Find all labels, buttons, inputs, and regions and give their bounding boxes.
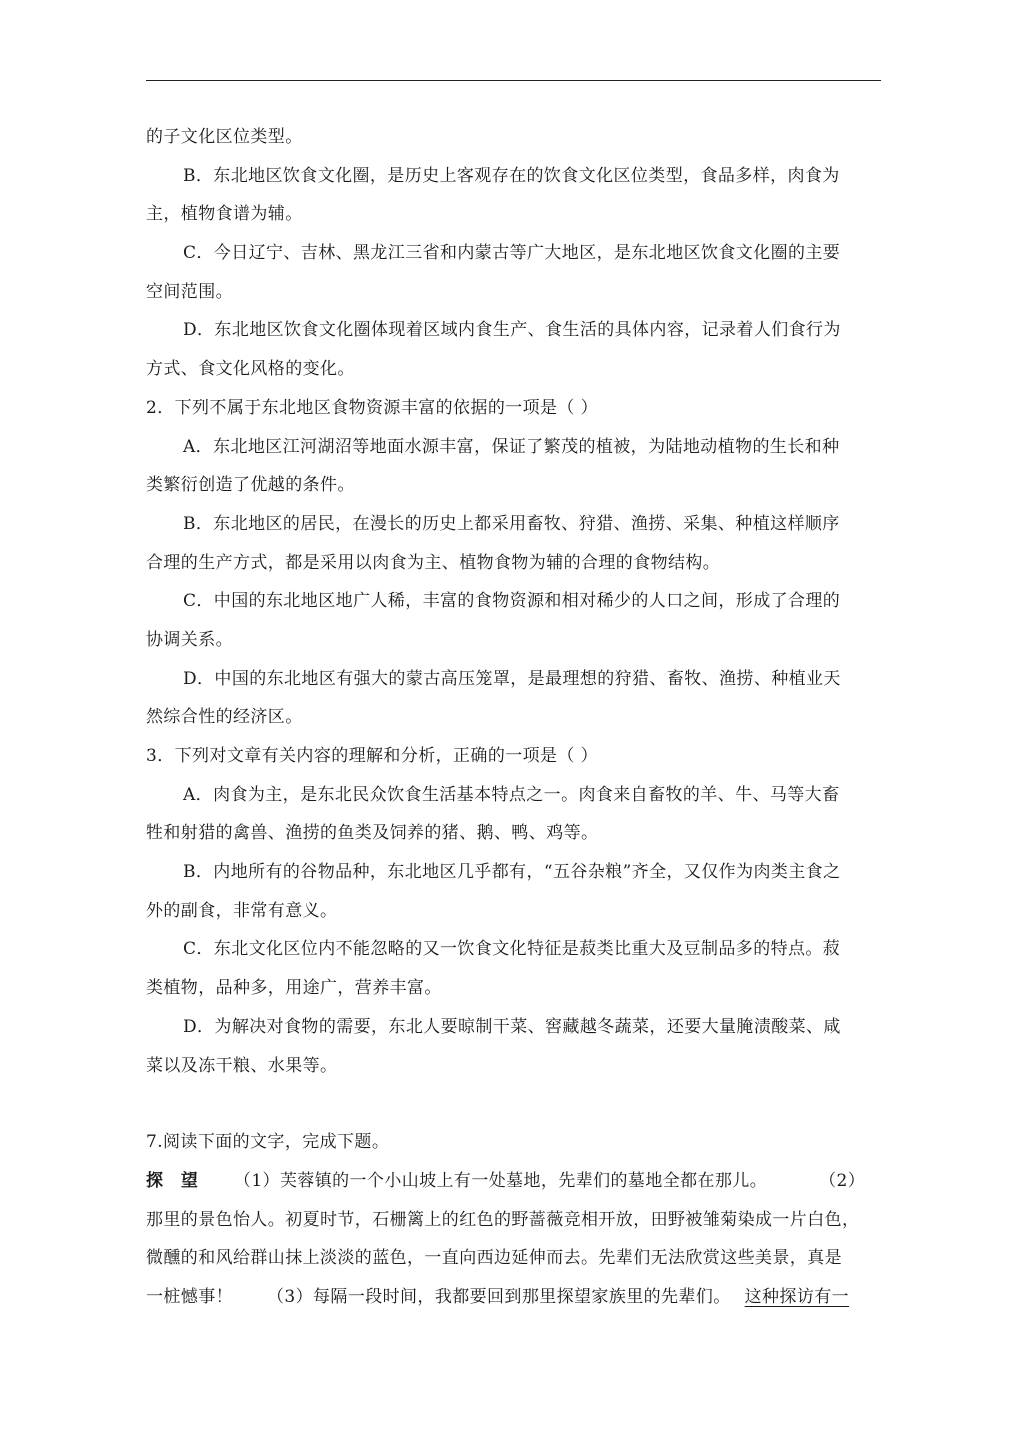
option-d-line: D．为解决对食物的需要，东北人要晾制干菜、窖藏越冬蔬菜，还要大量腌渍酸菜、咸 — [183, 1016, 841, 1037]
text-line: 菜以及冻干粮、水果等。 — [146, 1055, 338, 1076]
text-line: 主，植物食谱为辅。 — [146, 204, 303, 225]
text-line: 空间范围。 — [146, 281, 233, 302]
passage-line-1 — [146, 1162, 866, 1201]
text-line: 方式、食文化风格的变化。 — [146, 359, 355, 380]
option-b-line: B．内地所有的谷物品种，东北地区几乎都有，“五谷杂粮”齐全，又仅作为肉类主食之 — [183, 862, 841, 883]
header-rule — [146, 80, 881, 81]
text-line: 类植物，品种多，用途广，营养丰富。 — [146, 978, 442, 999]
underlined-sentence: 这种探访有一 — [744, 1286, 850, 1307]
question-3: 3．下列对文章有关内容的理解和分析，正确的一项是（ ） — [146, 746, 599, 766]
text-line: 协调关系。 — [146, 629, 233, 650]
section-gap — [146, 1085, 866, 1123]
text-line: 类繁衍创造了优越的条件。 — [146, 475, 355, 496]
question-2: 2．下列不属于东北地区食物资源丰富的依据的一项是（ ） — [146, 397, 599, 418]
text-line: 的子文化区位类型。 — [146, 127, 303, 147]
option-d-line: D．中国的东北地区有强大的蒙古高压笼罩，是最理想的狩猎、畜牧、渔捞、种植业天 — [183, 668, 841, 689]
question-7: 7.阅读下面的文字，完成下题。 — [146, 1132, 390, 1153]
option-a-line: A．东北地区江河湖沼等地面水源丰富，保证了繁茂的植被，为陆地动植物的生长和种 — [183, 436, 840, 457]
option-b-line: B．东北地区的居民，在漫长的历史上都采用畜牧、狩猎、渔捞、采集、种植这样顺序 — [183, 513, 840, 534]
option-c-line: C．今日辽宁、吉林、黑龙江三省和内蒙古等广大地区，是东北地区饮食文化圈的主要 — [183, 243, 841, 264]
option-b-line: B．东北地区饮食文化圈，是历史上客观存在的饮食文化区位类型，食品多样，肉食为 — [183, 165, 840, 186]
passage-text: 一桩憾事！ — [146, 1286, 233, 1307]
paragraph-3: （3）每隔一段时间，我都要回到那里探望家族里的先辈们。 — [267, 1286, 731, 1307]
option-c-line: C．东北文化区位内不能忽略的又一饮食文化特征是菽类比重大及豆制品多的特点。菽 — [183, 939, 841, 960]
passage-title: 探 望 — [146, 1170, 204, 1191]
option-d-line: D．东北地区饮食文化圈体现着区域内食生产、食生活的具体内容，记录着人们食行为 — [183, 320, 841, 341]
text-line: 然综合性的经济区。 — [146, 707, 303, 728]
passage-line-3: 微醺的和风给群山抹上淡淡的蓝色，一直向西边延伸而去。先辈们无法欣赏这些美景，真是 — [146, 1248, 842, 1269]
option-a-line: A．肉食为主，是东北民众饮食生活基本特点之一。肉食来自畜牧的羊、牛、马等大畜 — [183, 784, 840, 805]
passage-line-4 — [146, 1278, 866, 1317]
text-line: 合理的生产方式，都是采用以肉食为主、植物食物为辅的合理的食物结构。 — [146, 552, 721, 573]
option-c-line: C．中国的东北地区地广人稀，丰富的食物资源和相对稀少的人口之间，形成了合理的 — [183, 591, 841, 612]
paragraph-2-label: （2） — [819, 1170, 866, 1191]
text-line: 牲和射猎的禽兽、渔捞的鱼类及饲养的猪、鹅、鸭、鸡等。 — [146, 823, 599, 844]
document-body — [146, 118, 866, 1317]
paragraph-1: （1）芙蓉镇的一个小山坡上有一处墓地，先辈们的墓地全都在那儿。 — [233, 1170, 768, 1191]
text-line: 外的副食，非常有意义。 — [146, 900, 338, 921]
passage-line-2: 那里的景色怡人。初夏时节，石栅篱上的红色的野蔷薇竞相开放，田野被雏菊染成一片白色， — [146, 1209, 860, 1230]
